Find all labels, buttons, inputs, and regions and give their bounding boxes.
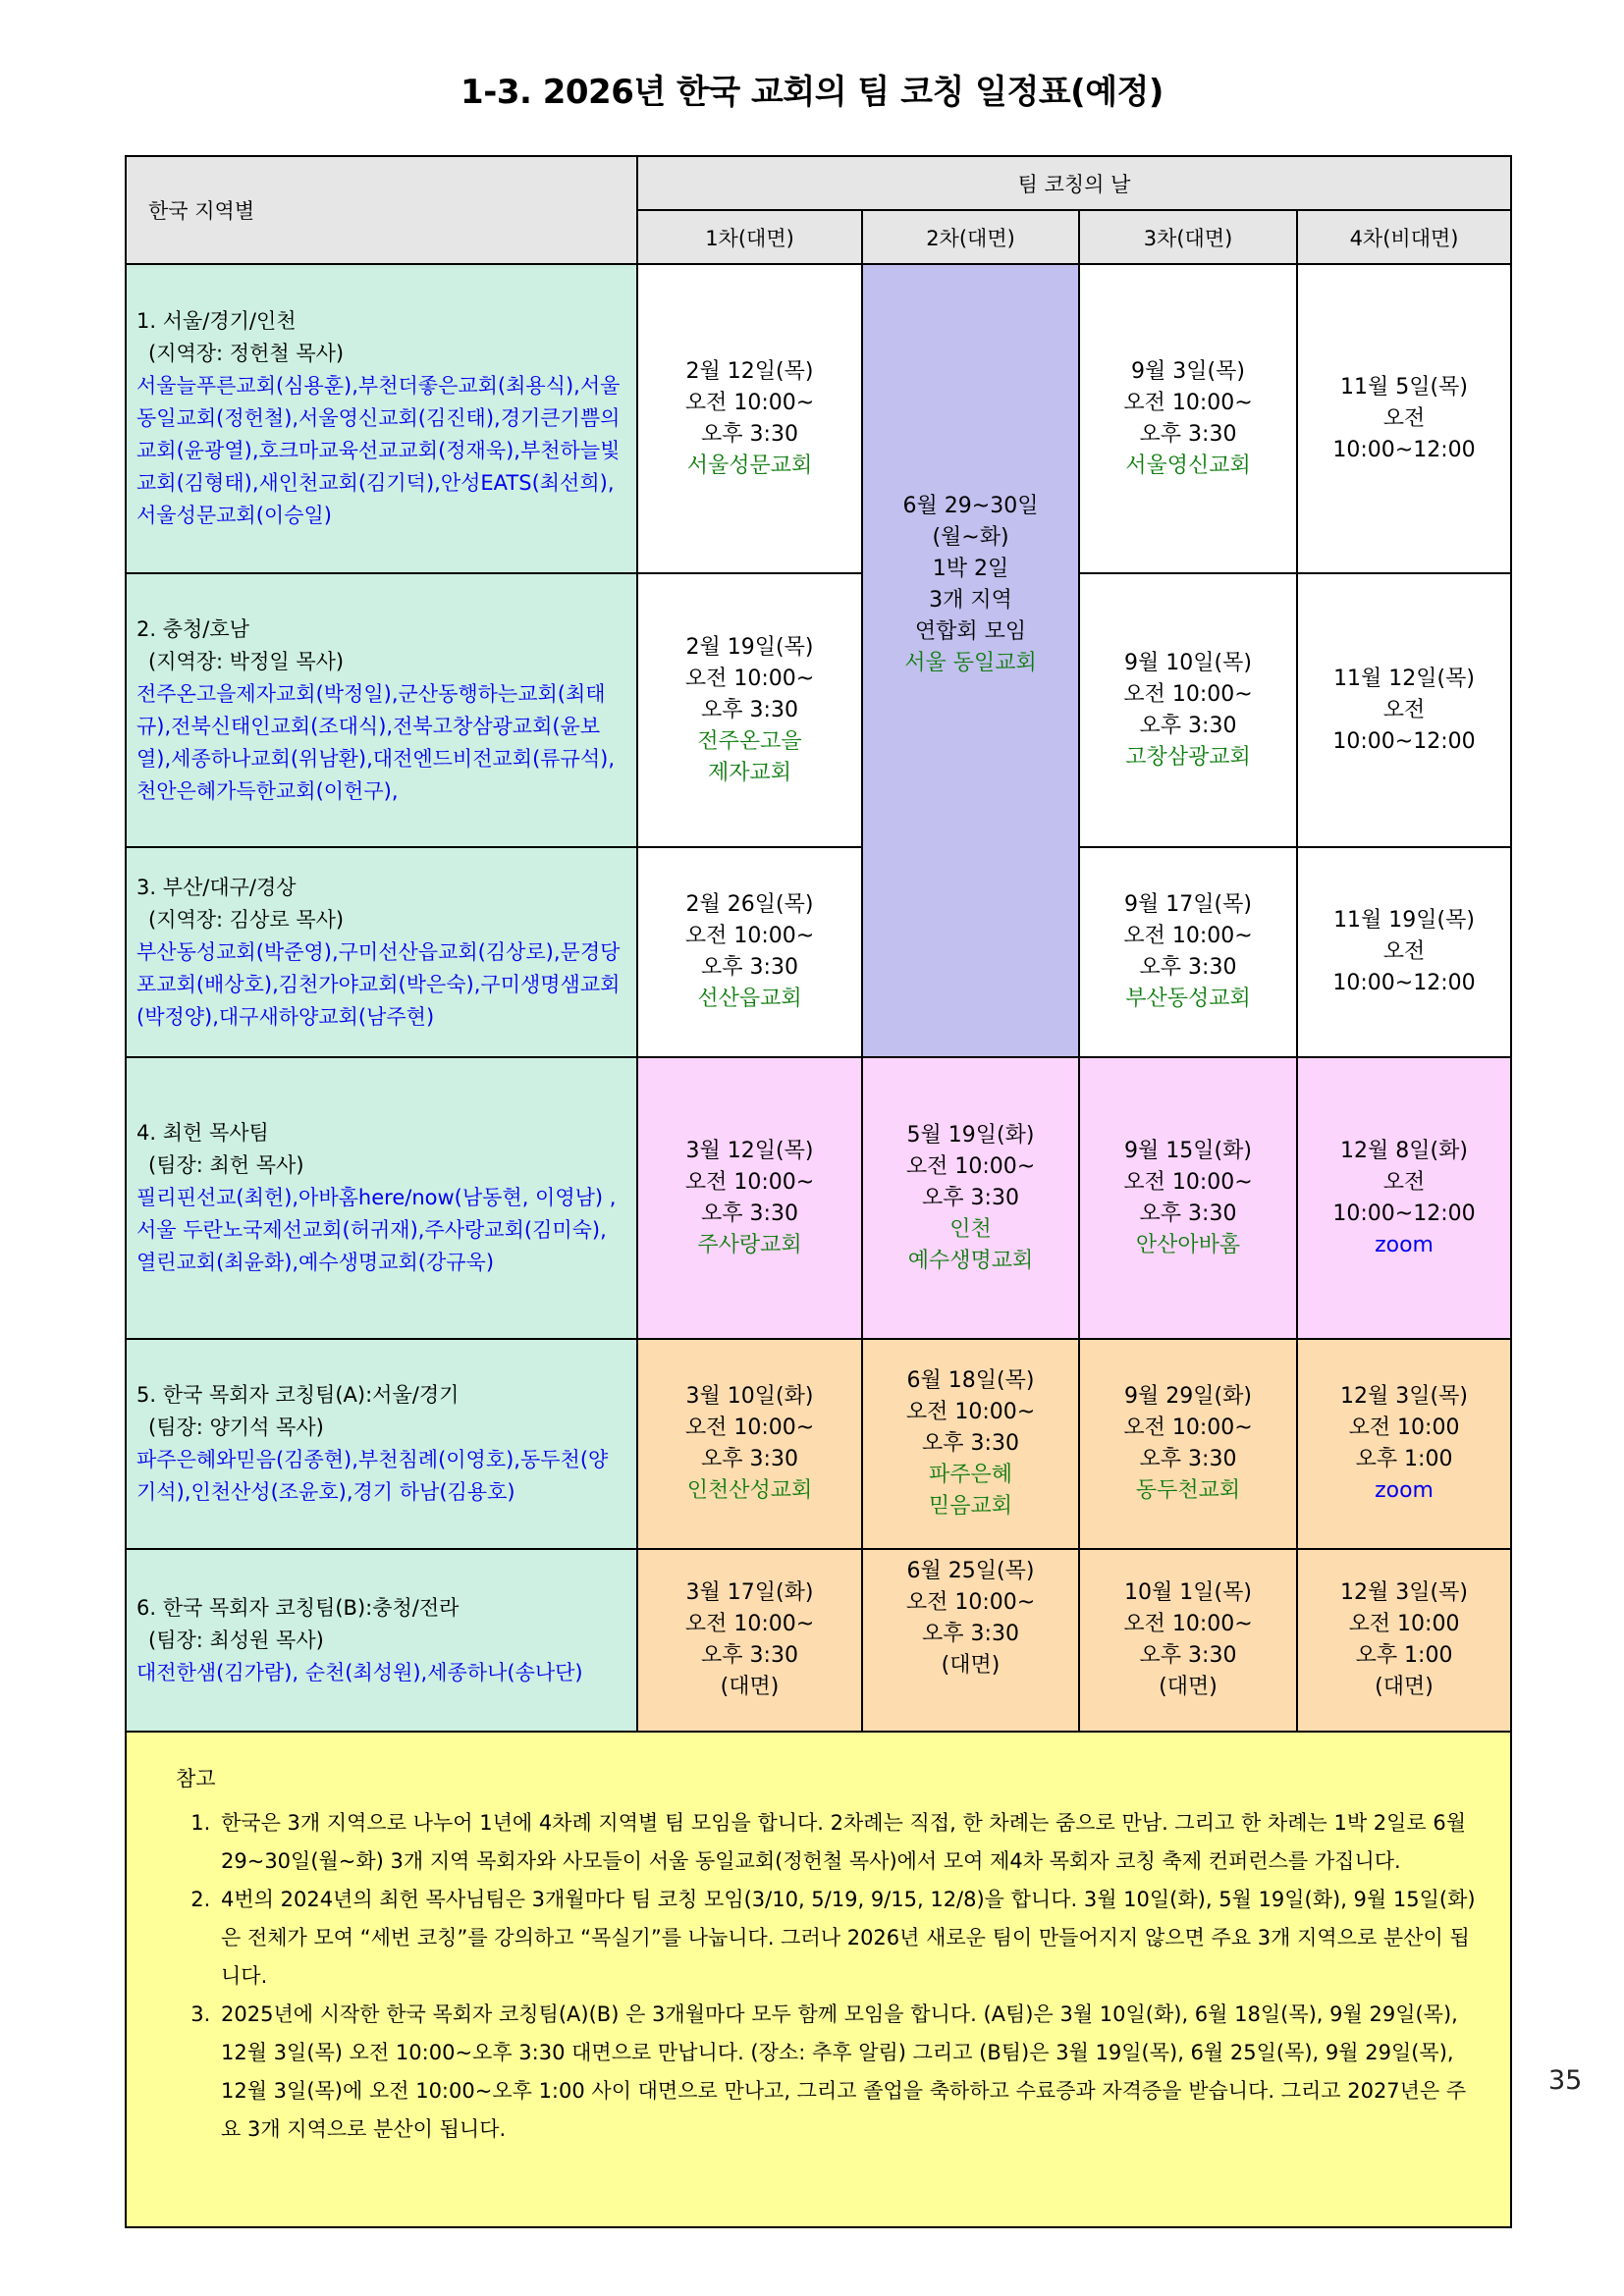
church-list: 전주온고을제자교회(박정일),군산동행하는교회(최태규),전북신태인교회(조대식),전북고창삼광교회(윤보열),세종하나교회(위남환),대전엔드비전교회(류규석),천안은혜가득한교회(이헌구),: [136, 681, 615, 803]
session-venue: 인천산성교회: [686, 1478, 813, 1503]
joint-meeting-regions: 3개 지역: [929, 588, 1012, 613]
session-mode: (대면): [1375, 1675, 1434, 1699]
session-online-zoom: zoom: [1375, 1478, 1434, 1503]
session-time-end: 오후 3:30: [701, 1201, 798, 1226]
session-time-start: 오전 10:00~: [1123, 390, 1253, 415]
header-session-4: 4차(비대면): [1297, 210, 1511, 264]
table-row: [126, 1057, 1511, 1339]
table-row: [126, 1549, 1511, 1732]
session-cell: [1297, 264, 1511, 573]
session-venue: 주사랑교회: [697, 1232, 802, 1257]
session-time-start: 오전: [1382, 1169, 1426, 1195]
session-time-end: 오후 3:30: [1139, 713, 1237, 738]
session-date: 2월 12일(목): [685, 358, 814, 384]
church-list: 필리핀선교(최헌),아바홈here/now(남동현, 이영남) ,서울 두란노국제선교회(허귀재),주사랑교회(김미숙), 열린교회(최윤화),예수생명교회(강규욱): [136, 1186, 617, 1274]
session-time-end: 오후 1:00: [1355, 1643, 1453, 1668]
session-venue: 전주온고을: [697, 728, 802, 754]
session-date: 11월 19일(목): [1333, 908, 1475, 933]
session-cell: [1079, 1057, 1297, 1339]
table-row: [126, 264, 1511, 573]
session-mode: (대면): [1159, 1675, 1218, 1699]
joint-meeting-cell: [862, 264, 1079, 1057]
region-leader: (지역장: 김상로 목사): [148, 907, 345, 932]
session-venue: 안산아바홈: [1135, 1232, 1241, 1257]
session-time-start: 오전 10:00~: [684, 1612, 815, 1636]
session-time-start: 오전 10:00~: [684, 390, 815, 415]
region-name: 5. 한국 목회자 코칭팀(A):서울/경기: [136, 1383, 460, 1407]
session-cell: [637, 847, 862, 1057]
session-cell: [862, 1057, 1079, 1339]
note-item: 3. 2025년에 시작한 한국 목회자 코칭팀(A)(B) 은 3개월마다 모두 함께 모임을 합니다. (A팀)은 3월 10일(화), 6월 18일(목), 9월 29일(목), 12월 3일(목) 오전 10:00~오후 3:30 대면으로 만납니다. (장소: 추후 알림) 그리고 (B팀)은 3월 19일(목), 6월 25일(목), 9월 29일(목), 12월 3일(목)에 오전 10:00~오후 1:00 사이 대면으로 만나고, 그리고 졸업을 축하하고 수료증과 자격증을 받습니다. 그리고 2027년은 주요 3개 지역으로 분산이 됩니다.: [217, 1996, 1481, 2149]
session-time-start: 오전 10:00~: [684, 924, 815, 948]
note-item: 2. 4번의 2024년의 최헌 목사님팀은 3개월마다 팀 코칭 모임(3/10, 5/19, 9/15, 12/8)을 합니다. 3월 10일(화), 5월 19일(화), 9월 15일(화)은 전체가 모여 “세번 코칭”를 강의하고 “목실기”를 나눕니다. 그러나 2026년 새로운 팀이 만들어지지 않으면 주요 3개 지역으로 분산이 됩니다.: [217, 1881, 1481, 1996]
session-venue: 파주은혜: [928, 1463, 1012, 1487]
region-cell: [126, 1057, 637, 1339]
session-mode: (대면): [720, 1675, 780, 1699]
church-list: 서울늘푸른교회(심용훈),부천더좋은교회(최용식),서울동일교회(정헌철),서울영신교회(김진태),경기큰기쁨의교회(윤광열),호크마교육선교교회(정재욱),부천하늘빛교회(김형태),새인천교회(김기덕),안성EATS(최선희),서울성문교회(이승일): [136, 374, 621, 527]
session-venue: 동두천교회: [1135, 1478, 1241, 1503]
session-time-start: 오전 10:00~: [905, 1590, 1036, 1615]
session-venue: 인천: [949, 1216, 992, 1242]
session-cell: [1297, 573, 1511, 847]
session-time-end: 오후 3:30: [1139, 1447, 1237, 1471]
header-session-3: 3차(대면): [1079, 210, 1297, 264]
coaching-schedule-table: [125, 155, 1512, 2228]
session-time-end: 오후 3:30: [1139, 421, 1237, 447]
session-time-start: 오전 10:00~: [1123, 1169, 1253, 1195]
page-number: 35: [1548, 2065, 1583, 2096]
session-date: 9월 3일(목): [1131, 358, 1245, 384]
session-cell: [862, 1339, 1079, 1549]
session-time-end: 오후 3:30: [701, 955, 798, 980]
session-time-end: 오후 3:30: [701, 697, 798, 722]
session-cell: [1079, 1339, 1297, 1549]
session-venue: 서울성문교회: [686, 453, 813, 478]
session-cell: [637, 1057, 862, 1339]
session-time-start: 오전 10:00~: [1123, 681, 1253, 707]
session-cell: [1297, 847, 1511, 1057]
header-coaching-days: 팀 코칭의 날: [637, 156, 1511, 210]
session-time-end: 오후 3:30: [1139, 1643, 1237, 1668]
session-cell: [862, 1549, 1079, 1732]
session-time-start: 오전: [1382, 405, 1426, 431]
session-cell: [1079, 1549, 1297, 1732]
session-time-end: 오후 3:30: [701, 1447, 798, 1471]
session-online-zoom: zoom: [1375, 1232, 1434, 1257]
session-time-start: 오전 10:00~: [684, 666, 815, 691]
region-cell: [126, 847, 637, 1057]
notes-section: [126, 1732, 1511, 2227]
session-cell: [1079, 847, 1297, 1057]
session-cell: [637, 264, 862, 573]
region-leader: (팀장: 최헌 목사): [148, 1153, 304, 1177]
joint-meeting-duration: 1박 2일: [932, 557, 1009, 581]
session-time-end: 오후 3:30: [701, 421, 798, 447]
region-leader: (팀장: 최성원 목사): [148, 1628, 324, 1652]
session-cell: [1079, 573, 1297, 847]
note-item: 1. 한국은 3개 지역으로 나누어 1년에 4차례 지역별 팀 모임을 합니다. 2차례는 직접, 한 차례는 줌으로 만남. 그리고 한 차례는 1박 2일로 6월 29~30일(월~화) 3개 지역 목회자와 사모들이 서울 동일교회(정헌철 목사)에서 모여 제4차 목회자 코칭 축제 컨퍼런스를 가집니다.: [217, 1804, 1481, 1881]
session-time-end: 10:00~12:00: [1332, 971, 1476, 995]
region-leader: (지역장: 정헌철 목사): [148, 342, 345, 365]
session-date: 2월 26일(목): [685, 892, 814, 917]
session-venue: 고창삼광교회: [1125, 744, 1251, 770]
session-time-end: 오후 3:30: [922, 1431, 1019, 1456]
session-cell: [1079, 264, 1297, 573]
session-venue-line2: 예수생명교회: [907, 1248, 1034, 1273]
session-time-end: 오후 3:30: [701, 1643, 798, 1668]
joint-meeting-days: (월~화): [932, 525, 1009, 550]
session-date: 5월 19일(화): [906, 1122, 1035, 1148]
table-row: [126, 1339, 1511, 1549]
session-time-end: 오후 3:30: [1139, 955, 1237, 980]
session-date: 9월 17일(목): [1124, 892, 1252, 917]
region-name: 2. 충청/호남: [136, 616, 249, 641]
session-date: 3월 17일(화): [685, 1580, 814, 1605]
session-time-start: 오전 10:00: [1348, 1612, 1460, 1636]
session-time-end: 오후 3:30: [922, 1622, 1019, 1646]
session-date: 9월 29일(화): [1124, 1384, 1252, 1409]
session-time-start: 오전 10:00: [1348, 1415, 1460, 1440]
joint-meeting-venue: 서울 동일교회: [904, 651, 1037, 675]
session-date: 10월 1일(목): [1124, 1580, 1252, 1605]
church-list: 부산동성교회(박준영),구미선산읍교회(김상로),문경당포교회(배상호),김천가야교회(박은숙),구미생명샘교회(박정양),대구새하양교회(남주현): [136, 939, 621, 1029]
session-venue-line2: 제자교회: [707, 760, 791, 785]
region-cell: [126, 1549, 637, 1732]
session-time-start: 오전 10:00~: [1123, 1612, 1253, 1636]
session-venue: 서울영신교회: [1125, 453, 1251, 478]
joint-meeting-label: 연합회 모임: [914, 619, 1027, 644]
session-date: 6월 18일(목): [906, 1368, 1035, 1393]
page-title: 1-3. 2026년 한국 교회의 팀 코칭 일정표(예정): [460, 73, 1164, 112]
session-time-start: 오전 10:00~: [905, 1400, 1036, 1424]
table-row: [126, 847, 1511, 1057]
session-time-start: 오전: [1382, 939, 1426, 964]
session-time-start: 오전: [1382, 697, 1426, 722]
session-cell: [637, 1549, 862, 1732]
header-session-1: 1차(대면): [637, 210, 862, 264]
header-session-2: 2차(대면): [862, 210, 1079, 264]
session-venue-line2: 믿음교회: [928, 1494, 1012, 1519]
session-time-start: 오전 10:00~: [1123, 924, 1253, 948]
session-time-end: 오후 1:00: [1355, 1447, 1453, 1471]
church-list: 대전한샘(김가람), 순천(최성원),세종하나(송나단): [136, 1660, 583, 1684]
header-region-column: 한국 지역별: [126, 156, 637, 264]
session-cell: [1297, 1549, 1511, 1732]
session-venue: 선산읍교회: [697, 987, 802, 1011]
session-time-end: 10:00~12:00: [1332, 437, 1476, 462]
region-name: 3. 부산/대구/경상: [136, 875, 297, 899]
region-leader: (지역장: 박정일 목사): [148, 649, 345, 673]
session-time-end: 오후 3:30: [1139, 1201, 1237, 1226]
session-date: 11월 5일(목): [1340, 374, 1468, 400]
church-list: 파주은혜와믿음(김종현),부천침례(이영호),동두천(양기석),인천산성(조윤호),경기 하남(김용호): [136, 1448, 609, 1504]
region-name: 6. 한국 목회자 코칭팀(B):충청/전라: [136, 1595, 460, 1620]
session-mode: (대면): [941, 1653, 1001, 1678]
session-time-start: 오전 10:00~: [905, 1153, 1036, 1179]
region-name: 4. 최헌 목사팀: [136, 1121, 269, 1145]
session-date: 11월 12일(목): [1333, 666, 1475, 691]
session-date: 3월 12일(목): [685, 1138, 814, 1163]
joint-meeting-date: 6월 29~30일: [902, 494, 1039, 518]
region-cell: [126, 573, 637, 847]
session-date: 12월 3일(목): [1340, 1384, 1468, 1409]
session-time-start: 오전 10:00~: [1123, 1415, 1253, 1440]
session-date: 12월 8일(화): [1340, 1138, 1468, 1163]
region-leader: (팀장: 양기석 목사): [148, 1415, 324, 1439]
session-cell: [637, 573, 862, 847]
session-date: 12월 3일(목): [1340, 1580, 1468, 1605]
session-cell: [637, 1339, 862, 1549]
table-row: [126, 573, 1511, 847]
session-time-start: 오전 10:00~: [684, 1169, 815, 1195]
session-time-end: 10:00~12:00: [1332, 728, 1476, 754]
session-venue: 부산동성교회: [1125, 987, 1251, 1011]
session-date: 6월 25일(목): [906, 1559, 1035, 1583]
region-cell: [126, 264, 637, 573]
session-time-end: 10:00~12:00: [1332, 1201, 1476, 1226]
notes-heading: 참고: [176, 1767, 216, 1790]
session-cell: [1297, 1057, 1511, 1339]
session-time-end: 오후 3:30: [922, 1185, 1019, 1210]
session-time-start: 오전 10:00~: [684, 1415, 815, 1440]
session-date: 9월 15일(화): [1124, 1138, 1252, 1163]
session-date: 9월 10일(목): [1124, 650, 1252, 675]
session-date: 3월 10일(화): [685, 1384, 814, 1409]
region-name: 1. 서울/경기/인천: [136, 309, 297, 333]
notes-list: [176, 1804, 1481, 2149]
region-cell: [126, 1339, 637, 1549]
session-cell: [1297, 1339, 1511, 1549]
session-date: 2월 19일(목): [685, 634, 814, 660]
